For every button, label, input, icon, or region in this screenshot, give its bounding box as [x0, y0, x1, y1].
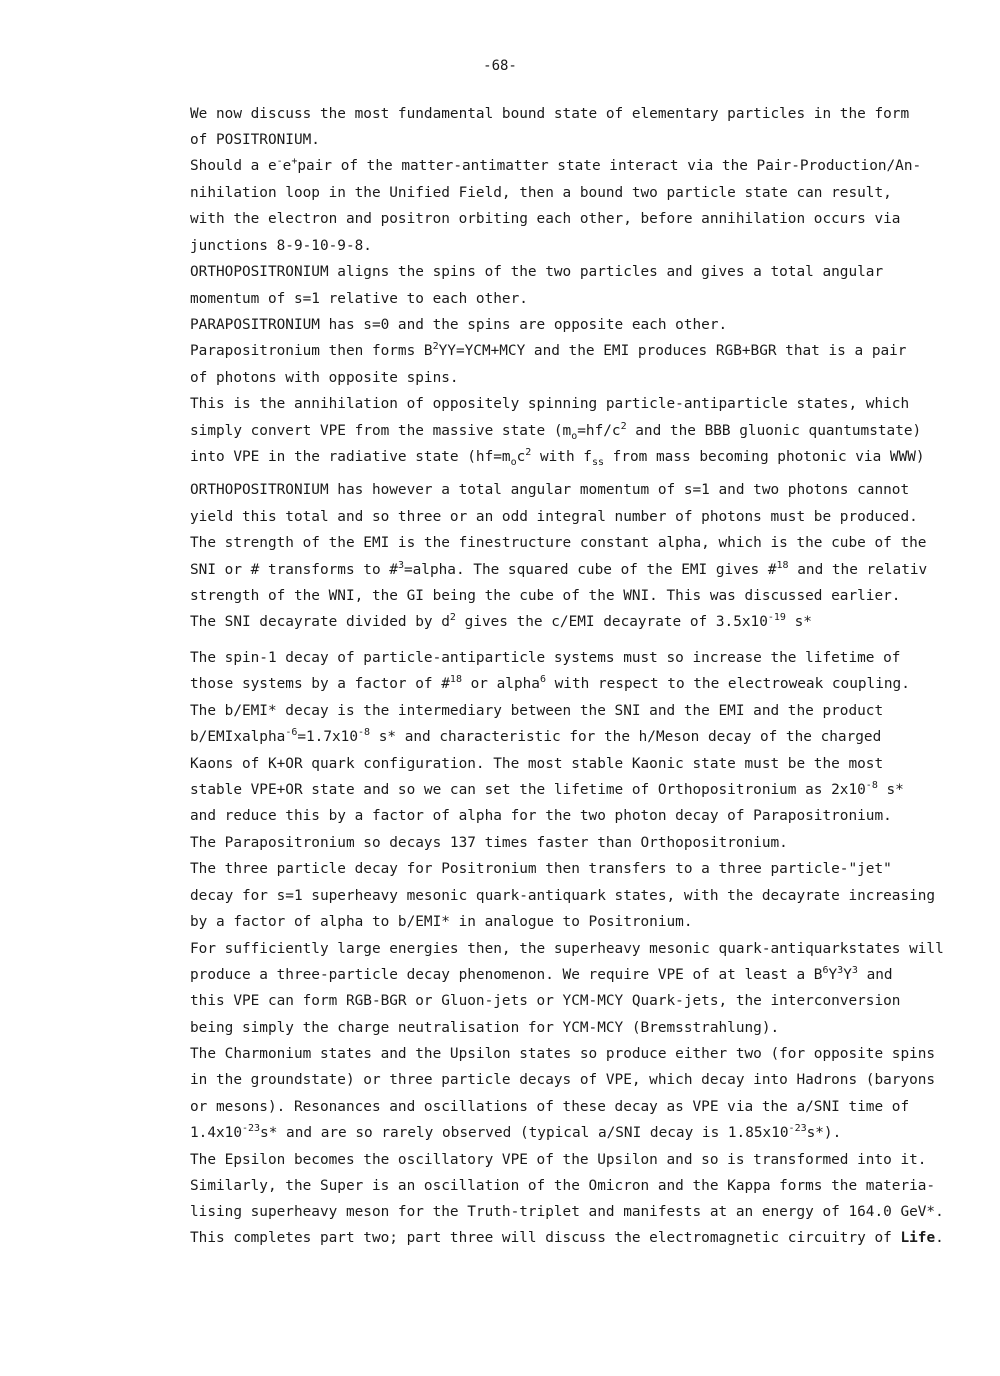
text-segment: produce a three-particle decay phenomenon. We require VPE of at least a B	[190, 967, 823, 983]
text-segment: or alpha	[461, 676, 540, 692]
text-segment: simply convert VPE from the massive state (m	[190, 423, 572, 439]
text-line	[190, 209, 900, 229]
superscript: -19	[767, 612, 786, 623]
text-segment: pair of the matter-antimatter state interact via the Pair-Production/An-	[297, 158, 922, 174]
text-line	[190, 236, 372, 256]
text-segment: with f	[531, 449, 592, 465]
text-line	[190, 586, 900, 606]
text-segment: =1.7x10	[297, 729, 359, 745]
superscript: 2	[620, 421, 627, 432]
superscript: 18	[776, 560, 789, 571]
text-line	[190, 727, 881, 747]
text-line	[190, 701, 883, 721]
text-line	[190, 674, 910, 694]
text-line	[190, 1097, 909, 1117]
text-segment: s*	[785, 614, 812, 630]
text-line	[190, 648, 900, 668]
text-segment: decay for s=1 superheavy mesonic quark-antiquark states, with the decayrate increasing	[190, 888, 936, 904]
text-segment: Should a e	[190, 158, 277, 174]
subscript: o	[571, 431, 578, 442]
text-segment: junctions 8-9-10-9-8.	[190, 238, 372, 254]
text-segment: The b/EMI* decay is the intermediary between the SNI and the EMI and the product	[190, 703, 884, 719]
text-line	[190, 104, 909, 124]
text-segment: c	[516, 449, 526, 465]
text-segment: of photons with opposite spins.	[190, 370, 459, 386]
text-segment: We now discuss the most fundamental bound state of elementary particles in the form	[190, 106, 910, 122]
text-segment: and the BBB gluonic quantumstate)	[626, 423, 922, 439]
text-line	[190, 289, 528, 309]
text-line	[190, 480, 909, 500]
text-line	[190, 421, 921, 441]
text-segment: Similarly, the Super is an oscillation of the Omicron and the Kappa forms the materia-	[190, 1178, 936, 1194]
superscript: +	[291, 156, 298, 167]
text-segment: and	[857, 967, 893, 983]
text-segment: this VPE can form RGB-BGR or Gluon-jets or YCM-MCY Quark-jets, the interconversion	[190, 993, 901, 1009]
superscript: -8	[865, 780, 878, 791]
superscript: 6	[822, 965, 829, 976]
text-line	[190, 833, 788, 853]
superscript: 2	[432, 341, 439, 352]
superscript: -6	[285, 727, 298, 738]
page-number: -68-	[483, 58, 517, 74]
text-segment: lising superheavy meson for the Truth-triplet and manifests at an energy of 164.0 GeV*.	[190, 1204, 944, 1220]
text-segment: with the electron and positron orbiting each other, before annihilation occurs via	[190, 211, 901, 227]
superscript: 2	[525, 447, 532, 458]
text-line	[190, 859, 892, 879]
text-segment: s* and characteristic for the h/Meson decay of the charged	[370, 729, 882, 745]
superscript: -8	[358, 727, 371, 738]
text-segment: Parapositronium then forms B	[190, 343, 433, 359]
text-line	[190, 991, 900, 1011]
subscript: o	[510, 457, 517, 468]
text-line	[190, 1228, 944, 1248]
text-line	[190, 1018, 779, 1038]
text-line	[190, 183, 892, 203]
text-segment: s*	[877, 782, 904, 798]
text-segment: those systems by a factor of #	[190, 676, 450, 692]
text-segment: The SNI decayrate divided by d	[190, 614, 450, 630]
text-segment: The Epsilon becomes the oscillatory VPE of the Upsilon and so is transformed into it.	[190, 1152, 927, 1168]
text-segment: For sufficiently large energies then, the superheavy mesonic quark-antiquarkstates will	[190, 941, 944, 957]
text-segment: s* and are so rarely observed (typical a/SNI decay is 1.85x10	[260, 1125, 789, 1141]
text-line	[190, 1202, 944, 1222]
text-line	[190, 886, 935, 906]
text-segment: and reduce this by a factor of alpha for the two photon decay of Parapositronium.	[190, 808, 892, 824]
text-line	[190, 1044, 935, 1064]
text-line	[190, 315, 727, 335]
text-line	[190, 533, 926, 553]
text-segment: 1.4x10	[190, 1125, 242, 1141]
text-segment: or mesons). Resonances and oscillations of these decay as VPE via the a/SNI time of	[190, 1099, 910, 1115]
text-line	[190, 806, 892, 826]
text-line	[190, 394, 909, 414]
superscript: 2	[449, 612, 456, 623]
text-segment: The strength of the EMI is the finestructure constant alpha, which is the cube of the	[190, 535, 927, 551]
text-line	[190, 912, 693, 932]
text-segment: yield this total and so three or an odd integral number of photons must be produced.	[190, 509, 918, 525]
text-line	[190, 1176, 935, 1196]
text-segment: into VPE in the radiative state (hf=m	[190, 449, 511, 465]
text-line	[190, 447, 925, 467]
text-line	[190, 612, 812, 632]
superscript: 3	[851, 965, 858, 976]
text-segment: The Charmonium states and the Upsilon states so produce either two (for opposite spins	[190, 1046, 936, 1062]
text-line	[190, 368, 459, 388]
text-segment: =hf/c	[577, 423, 621, 439]
text-segment: momentum of s=1 relative to each other.	[190, 291, 528, 307]
text-line	[190, 965, 893, 985]
text-segment: Kaons of K+OR quark configuration. The most stable Kaonic state must be the most	[190, 756, 884, 772]
text-segment: ORTHOPOSITRONIUM aligns the spins of the two particles and gives a total angular	[190, 264, 884, 280]
text-line	[190, 130, 320, 150]
text-segment: b/EMIxalpha	[190, 729, 286, 745]
text-segment: and the relativ	[788, 562, 928, 578]
superscript: 3	[397, 560, 404, 571]
text-segment: by a factor of alpha to b/EMI* in analogue to Positronium.	[190, 914, 693, 930]
superscript: 3	[837, 965, 844, 976]
text-segment: nihilation loop in the Unified Field, then a bound two particle state can result,	[190, 185, 892, 201]
text-segment: being simply the charge neutralisation for YCM-MCY (Bremsstrahlung).	[190, 1020, 780, 1036]
text-line	[190, 560, 927, 580]
text-segment: of POSITRONIUM.	[190, 132, 320, 148]
subscript: ss	[591, 457, 605, 468]
text-line	[190, 780, 904, 800]
superscript: -23	[788, 1123, 807, 1134]
text-line	[190, 1123, 841, 1143]
text-line	[190, 754, 883, 774]
superscript: -	[276, 156, 283, 167]
text-segment: YY=YCM+MCY and the EMI produces RGB+BGR that is a pair	[438, 343, 907, 359]
text-segment: strength of the WNI, the GI being the cube of the WNI. This was discussed earlier.	[190, 588, 901, 604]
text-line	[190, 341, 906, 361]
text-segment: This is the annihilation of oppositely spinning particle-antiparticle states, which	[190, 396, 910, 412]
text-line	[190, 262, 883, 282]
text-line	[190, 507, 918, 527]
text-line	[190, 1070, 935, 1090]
superscript: -23	[241, 1123, 261, 1134]
text-line	[190, 939, 944, 959]
text-segment: Y	[843, 967, 852, 983]
text-line	[190, 1150, 926, 1170]
text-segment: from mass becoming photonic via WWW)	[604, 449, 925, 465]
text-segment: e	[282, 158, 292, 174]
text-segment: gives the c/EMI decayrate of 3.5x10	[455, 614, 768, 630]
text-segment: ORTHOPOSITRONIUM has however a total angular momentum of s=1 and two photons cannot	[190, 482, 910, 498]
text-segment: The spin-1 decay of particle-antiparticle systems must so increase the lifetime of	[190, 650, 901, 666]
text-segment: .	[935, 1230, 944, 1246]
text-segment: SNI or # transforms to #	[190, 562, 398, 578]
text-segment: stable VPE+OR state and so we can set the lifetime of Orthopositronium as 2x10	[190, 782, 866, 798]
superscript: 18	[449, 674, 462, 685]
text-segment: This completes part two; part three will discuss the electromagnetic circuitry of	[190, 1230, 901, 1246]
text-segment: PARAPOSITRONIUM has s=0 and the spins are opposite each other.	[190, 317, 728, 333]
text-segment: =alpha. The squared cube of the EMI gives #	[403, 562, 777, 578]
text-segment: Life	[900, 1230, 936, 1246]
text-line	[190, 156, 921, 176]
text-segment: The Parapositronium so decays 137 times faster than Orthopositronium.	[190, 835, 788, 851]
text-segment: with respect to the electroweak coupling.	[545, 676, 910, 692]
text-segment: in the groundstate) or three particle decays of VPE, which decay into Hadrons (baryons	[190, 1072, 936, 1088]
superscript: 6	[539, 674, 546, 685]
text-segment: The three particle decay for Positronium then transfers to a three particle-"jet"	[190, 861, 892, 877]
text-segment: Y	[828, 967, 838, 983]
text-segment: s*).	[806, 1125, 842, 1141]
